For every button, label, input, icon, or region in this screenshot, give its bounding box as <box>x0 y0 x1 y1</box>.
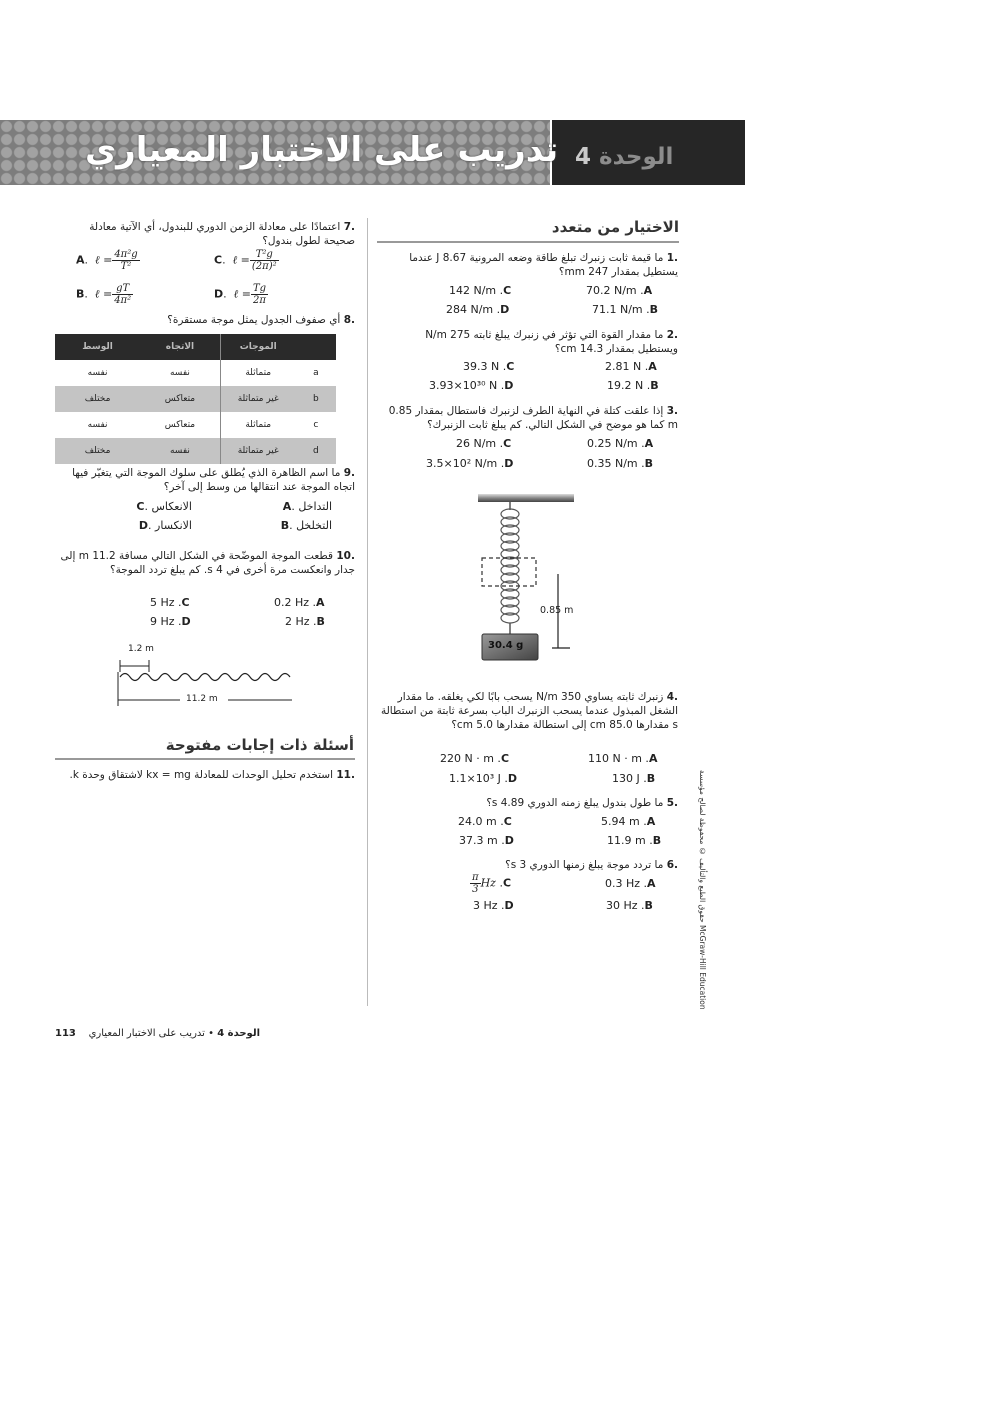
option-b[interactable]: B. التخلخل <box>280 519 332 532</box>
unit-word: الوحدة <box>599 144 674 170</box>
option-a[interactable]: A. ℓ = $\frac{\text{4π²g}}{\text{T²}}$ <box>76 249 138 272</box>
page-title: تدريب على الاختبار المعياري <box>85 130 559 170</box>
footer-unit: الوحدة 4 <box>217 1028 261 1039</box>
option-b[interactable]: 19.2 N .B <box>607 379 659 392</box>
option-d[interactable]: 284 N/m .D <box>446 303 510 316</box>
section-rule <box>377 241 679 243</box>
spring-figure <box>470 488 600 668</box>
option-c[interactable]: 26 N/m .C <box>456 437 512 450</box>
page-number: 113 <box>55 1028 76 1039</box>
page-footer <box>55 1028 260 1039</box>
option-a[interactable]: 0.25 N/m .A <box>587 437 654 450</box>
footer-title: تدريب على الاختبار المعياري <box>88 1028 205 1039</box>
option-d[interactable]: 37.3 m .D <box>459 834 514 847</box>
option-d[interactable]: 9 Hz .D <box>150 615 191 628</box>
option-d[interactable]: 3.93×10³⁰ N .D <box>429 379 514 392</box>
question-text: ما قيمة ثابت زنبرك تبلغ طاقة وضعه المرونية 8.67 J عندما يستطيل بمقدار 247 mm؟ <box>409 252 678 278</box>
table-row: c متماثلة متعاكس نفسه <box>55 412 336 438</box>
column-divider <box>367 218 368 1006</box>
option-b[interactable]: 30 Hz .B <box>606 899 653 912</box>
option-a[interactable]: 2.81 N .A <box>605 360 657 373</box>
option-b[interactable]: 11.9 m .B <box>607 834 662 847</box>
section-rule <box>55 758 355 760</box>
option-c[interactable]: 24.0 m .C <box>458 815 512 828</box>
option-b[interactable]: B. ℓ = $\frac{gT}{\text{4π²}}$ <box>76 283 132 306</box>
option-c[interactable]: $\frac{\pi}{3}$ Hz .C <box>472 872 512 895</box>
option-b[interactable]: 71.1 N/m .B <box>592 303 659 316</box>
option-c[interactable]: 39.3 N .C <box>463 360 515 373</box>
header-direction: الاتجاه <box>140 334 220 360</box>
question-9: .9 ما اسم الظاهرة الذي يُطلق على سلوك الموجة التي يتغيّر فيها اتجاه الموجة عند انتقالها من وسط إلى آخر؟ <box>72 467 355 493</box>
wavelength-label: 1.2 m <box>128 644 154 654</box>
option-a[interactable]: 70.2 N/m .A <box>586 284 653 297</box>
option-d[interactable]: 3.5×10² N/m .D <box>426 457 514 470</box>
question-3: .3 إذا علقت كتلة في النهاية الطرف لزنبرك فاستطال بمقدار 0.85 m كما هو موضح في الشكل التالي. كم يبلغ ثابت الزنبرك؟ <box>388 405 678 431</box>
section-open-ended: أسئلة ذات إجابات مفتوحة <box>165 736 354 754</box>
waves-table <box>55 334 336 464</box>
option-b[interactable]: 2 Hz .B <box>285 615 325 628</box>
distance-label: 11.2 m <box>186 694 218 704</box>
question-10: .10 قطعت الموجة الموضّحة في الشكل التالي مسافة 11.2 m إلى جدار وانعكست مرة أخرى في 4 s. كم يبلغ تردد الموجة؟ <box>60 550 355 576</box>
option-d[interactable]: D. الانكسار <box>138 519 192 532</box>
question-number: .1 <box>666 252 678 264</box>
option-a[interactable]: 110 N · m .A <box>588 752 658 765</box>
option-d[interactable]: 1.1×10³ J .D <box>449 772 517 785</box>
wave-figure <box>110 642 300 712</box>
question-4: .4 زنبرك ثابته يساوي 350 N/m يسحب بابًا لكي يغلقه. ما مقدار الشغل المبذول عندما يسحب الزنبرك الباب بسرعة ثابتة من استطالة s مقدارها 85.0 cm إلى استطالة مقدارها 5.0 cm؟ <box>380 691 678 731</box>
question-8: .8 أي صفوف الجدول يمثل موجة مستقرة؟ <box>167 314 355 326</box>
unit-label <box>575 144 673 170</box>
spring-coils <box>501 509 519 623</box>
table-header-row <box>55 334 336 360</box>
option-a[interactable]: A. التداخل <box>282 500 332 513</box>
table-row: b غير متماثلة متعاكس مختلف <box>55 386 336 412</box>
mass-label: 30.4 g <box>488 640 524 651</box>
option-d[interactable]: D. ℓ = $\frac{Tg}{2\pi}$ <box>214 283 267 306</box>
option-d[interactable]: 3 Hz .D <box>473 899 514 912</box>
unit-number: 4 <box>575 144 592 170</box>
wave-curve <box>120 674 290 681</box>
option-c[interactable]: C. الانعكاس <box>136 500 192 513</box>
option-a[interactable]: 5.94 m .A <box>601 815 656 828</box>
question-5: .5 ما طول بندول يبلغ زمنه الدوري 4.89 s؟ <box>486 797 678 809</box>
header-waves: الموجات <box>220 334 296 360</box>
question-11: .11 استخدم تحليل الوحدات للمعادلة kx = mg لاشتقاق وحدة k. <box>69 769 355 781</box>
header-medium: الوسط <box>55 334 140 360</box>
option-c[interactable]: 5 Hz .C <box>150 596 190 609</box>
header-banner <box>0 120 745 185</box>
footer-bullet: • <box>208 1028 215 1039</box>
option-a[interactable]: 0.3 Hz .A <box>605 877 656 890</box>
question-2: .2 ما مقدار القوة التي تؤثر في زنبرك يبلغ ثابته 275 N/m ويستطيل بمقدار 14.3 cm؟ <box>425 329 678 355</box>
table-row: a متماثلة نفسه نفسه <box>55 360 336 386</box>
copyright-side-text: حقوق الطبع والتأليف © محفوظة لصالح مؤسسة McGraw-Hill Education <box>698 770 707 1010</box>
table-row: d غير متماثلة نفسه مختلف <box>55 438 336 464</box>
option-c[interactable]: 220 N · m .C <box>440 752 510 765</box>
option-a[interactable]: 0.2 Hz .A <box>274 596 325 609</box>
question-1 <box>382 251 678 279</box>
option-b[interactable]: 0.35 N/m .B <box>587 457 654 470</box>
option-c[interactable]: C. ℓ = $\frac{\text{T²g}}{\text{(2π)²}}$ <box>214 249 277 272</box>
option-c[interactable]: 142 N/m .C <box>449 284 512 297</box>
question-7: .7 اعتمادًا على معادلة الزمن الدوري للبندول، أي الآتية معادلة صحيحة لطول بندول؟ <box>89 221 355 247</box>
stretch-label: 0.85 m <box>540 605 574 616</box>
dashed-box <box>482 558 536 586</box>
ceiling-bar <box>478 494 574 502</box>
question-6: .6 ما تردد موجة يبلغ زمنها الدوري 3 s؟ <box>505 859 678 871</box>
option-b[interactable]: 130 J .B <box>612 772 656 785</box>
section-multiple-choice: الاختيار من متعدد <box>551 218 679 236</box>
